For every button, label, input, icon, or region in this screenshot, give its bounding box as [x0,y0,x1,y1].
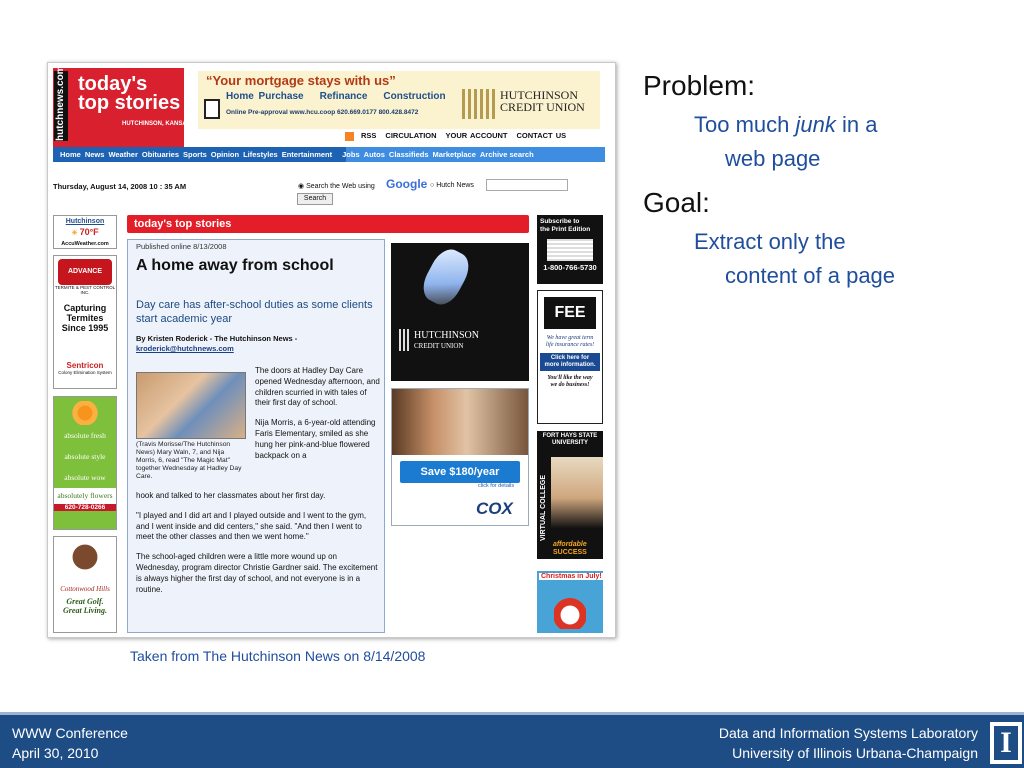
fee-click-1: Click here for [550,355,590,361]
problem-text-part-2: in a [835,112,878,137]
weather-temp-value: 70°F [79,227,99,237]
story-paragraph-2-cont: hook and talked to her classmates about her first day. [136,491,326,500]
subscribe-phone: 1-800-766-5730 [543,263,597,272]
nav-opinion[interactable]: Opinion [210,150,240,159]
mortgage-ad-preapproval: Online Pre-approval www.hcu.coop 620.669.0177 800.428.8472 [226,109,419,116]
fee-logo: FEE [544,297,596,329]
ad-link-construction[interactable]: Construction [383,91,446,102]
cox-ad-photo [392,389,528,455]
nav-lifestyles[interactable]: Lifestyles [243,150,278,159]
nav-news[interactable]: News [84,150,105,159]
golf-slogan [54,597,116,615]
section-title: today's top stories [134,218,232,230]
footer-university: University of Illinois Urbana-Champaign [732,745,978,761]
cox-click-details[interactable]: click for details [478,483,515,489]
nav-jobs[interactable]: Jobs [342,150,360,159]
search-hutch-label: Hutch News [436,182,474,189]
fee-click-2: more information. [544,362,596,368]
goal-heading: Goal: [643,187,710,218]
story-body-right [255,366,381,470]
capturing-termites [54,303,116,333]
weather-brand: AccuWeather.com [61,241,109,247]
affordable-success [553,541,587,557]
logo-location: HUTCHINSON, KANSAS [122,121,191,127]
subscribe-1: Subscribe to [540,218,580,225]
story-paragraph-3: "I played and I did art and I played outside and I went to the gym, and I went inside and did centers," she said. "And then I went to meet the other classes and then we went home." [136,510,367,542]
top-link-circulation[interactable]: CIRCULATION [385,131,437,140]
subscribe-ad[interactable] [537,215,603,284]
cottonwood-hills-ad[interactable] [53,536,117,633]
success: SUCCESS [553,549,587,556]
cox-save-offer: Save $180/year [400,461,520,483]
santa-icon [554,589,586,629]
logo-title [78,75,182,113]
screenshot-caption: Taken from The Hutchinson News on 8/14/2008 [130,648,426,664]
flower-line-3: absolute wow [64,473,106,482]
fee-rates-2: life insurance rates! [545,342,595,348]
weather-temp [54,226,116,238]
search-hutch-radio[interactable]: ○ Hutch News [430,182,474,189]
newspaper-icon [547,239,593,261]
top-links [361,131,575,140]
ad-link-refinance[interactable]: Refinance [319,91,368,102]
advance-sub: TERMITE & PEST CONTROL INC. [54,285,116,295]
fee-click-button[interactable] [540,353,600,371]
problem-heading: Problem: [643,70,756,101]
subscribe-text [537,215,603,237]
flower-line-1: absolute fresh [64,431,106,440]
logo-title-line-1: today's [78,73,148,95]
mortgage-ad-links [226,91,462,102]
hcu-logo-icon [462,89,496,119]
mortgage-ad-headline: “Your mortgage stays with us” [206,73,396,88]
nav-marketplace[interactable]: Marketplace [432,150,476,159]
nav-sports[interactable]: Sports [183,150,207,159]
virtual-college: VIRTUAL COLLEGE [537,457,551,559]
search-input[interactable] [486,179,568,191]
story-headline[interactable]: A home away from school [136,257,334,274]
footer-conference: WWW Conference [12,725,128,741]
hcu-name-1: HUTCHINSON [500,88,578,102]
hcu-logo-text [500,89,585,113]
sentricon-logo: Sentricon [66,361,104,370]
capt-1: Capturing [63,303,107,313]
hcu-side-name [414,331,479,351]
search-web-radio[interactable]: ◉ Search the Web using [298,183,375,190]
problem-text [694,108,877,142]
capt-2: Termites [66,313,104,323]
cox-logo: COX [476,499,513,518]
photo-caption: (Travis Morisse/The Hutchinson News) Mary Waln, 7, and Nija Morris, 6, read "The Magic Mat" together Wednesday at Hadley Day Care. [136,441,242,480]
nav-autos[interactable]: Autos [363,150,385,159]
nav-home[interactable]: Home [60,150,81,159]
advance-termite-ad[interactable] [53,255,117,389]
hcu-side-name-1: HUTCHINSON [414,330,479,341]
story-photo[interactable] [136,372,246,439]
weather-widget[interactable] [53,215,117,249]
fee-rates [538,335,602,349]
story-subhead: Day care has after-school duties as some clients start academic year [136,299,373,325]
nav-classifieds[interactable]: Classifieds [388,150,429,159]
subscribe-2: the Print Edition [540,226,591,233]
top-link-account[interactable]: YOUR ACCOUNT [445,131,508,140]
ad-link-home-purchase[interactable]: Home Purchase [226,91,304,102]
nav-archive-search[interactable]: Archive search [479,150,534,159]
hcu-side-name-2: CREDIT UNION [414,342,464,350]
fhsu-name [537,431,603,447]
goal-text: Extract only the [694,229,846,254]
search-button[interactable]: Search [297,193,333,205]
fhsu-1: FORT HAYS STATE [542,433,598,439]
hcu-name-2: CREDIT UNION [500,100,585,114]
goal-text-cont: content of a page [725,263,896,288]
fee-like-1: You'll like the way [547,375,593,381]
top-link-contact[interactable]: CONTACT US [516,131,567,140]
problem-text-emphasis: junk [795,112,836,137]
advance-logo: ADVANCE [58,259,112,285]
cottonwood-name: Cottonwood Hills [60,585,110,593]
absolutely-flowers-ad[interactable] [53,396,117,530]
flower-phone: 620-728-0266 [54,504,116,511]
problem-text-cont: web page [725,146,821,171]
fhsu-2: UNIVERSITY [551,440,588,446]
nav-entertainment[interactable]: Entertainment [281,150,333,159]
footer-divider [0,712,1024,715]
story-paragraph-2: Nija Morris, a 6-year-old attending Faris Elementary, smiled as she hung her pink-and-blue flowered backpack on a [255,418,376,460]
sun-icon: ☀ [71,230,78,237]
hcu-side-logo-icon [399,329,411,351]
footer-date: April 30, 2010 [12,745,99,761]
page-date: Thursday, August 14, 2008 10 : 35 AM [53,182,187,191]
site-vertical-name: hutchnews.com [55,65,66,141]
fee-insurance-ad[interactable] [537,290,603,424]
fee-like [538,375,602,389]
weather-city: Hutchinson [65,218,105,225]
nav-items [60,150,538,159]
flower-brand: absolutely flowers [54,488,116,504]
flower-line-2: absolute style [64,452,106,461]
published-date: Published online 8/13/2008 [136,242,227,251]
story-byline [136,334,381,354]
capt-3: Since 1995 [61,323,109,333]
search-web-label: Search the Web using [306,183,375,190]
google-logo: Google [386,177,428,191]
webpage-screenshot [47,62,616,638]
sentricon-sub: Colony Elimination System [58,370,112,375]
flower-icon [68,401,102,425]
fee-like-2: we do business! [550,382,590,388]
story-paragraph-1: The doors at Hadley Day Care opened Wednesday afternoon, and children scurried in with tales of their first day of school. [255,366,380,408]
nav-weather[interactable]: Weather [108,150,138,159]
nav-obituaries[interactable]: Obituaries [141,150,179,159]
top-link-rss[interactable]: RSS [361,131,377,140]
footer-left [12,723,128,763]
footer-lab: Data and Information Systems Laboratory [718,725,978,741]
footer-right [719,723,978,763]
logo-title-line-2: top stories [78,92,181,114]
equal-housing-icon [204,99,220,119]
affordable: affordable [553,541,587,548]
byline-email-link[interactable]: kroderick@hutchnews.com [136,344,234,353]
golf-2: Great Living. [63,606,107,615]
problem-text-part-1: Too much [694,112,796,137]
illinois-logo-letter: I [994,726,1018,760]
story-paragraph-4: The school-aged children were a little more wound up on Wednesday, program director Christie Gardner said. The excitement is always higher the first day of school, and not everyone is in a routine. [136,552,378,594]
story-body-full [136,491,381,604]
fee-rates-1: We have great term [546,335,594,341]
rss-icon[interactable] [345,132,354,141]
christmas-text: Christmas in July! [541,573,602,580]
byline-text: By Kristen Roderick - The Hutchinson News - [136,334,298,343]
tree-icon [64,541,106,581]
golf-1: Great Golf. [66,597,104,606]
